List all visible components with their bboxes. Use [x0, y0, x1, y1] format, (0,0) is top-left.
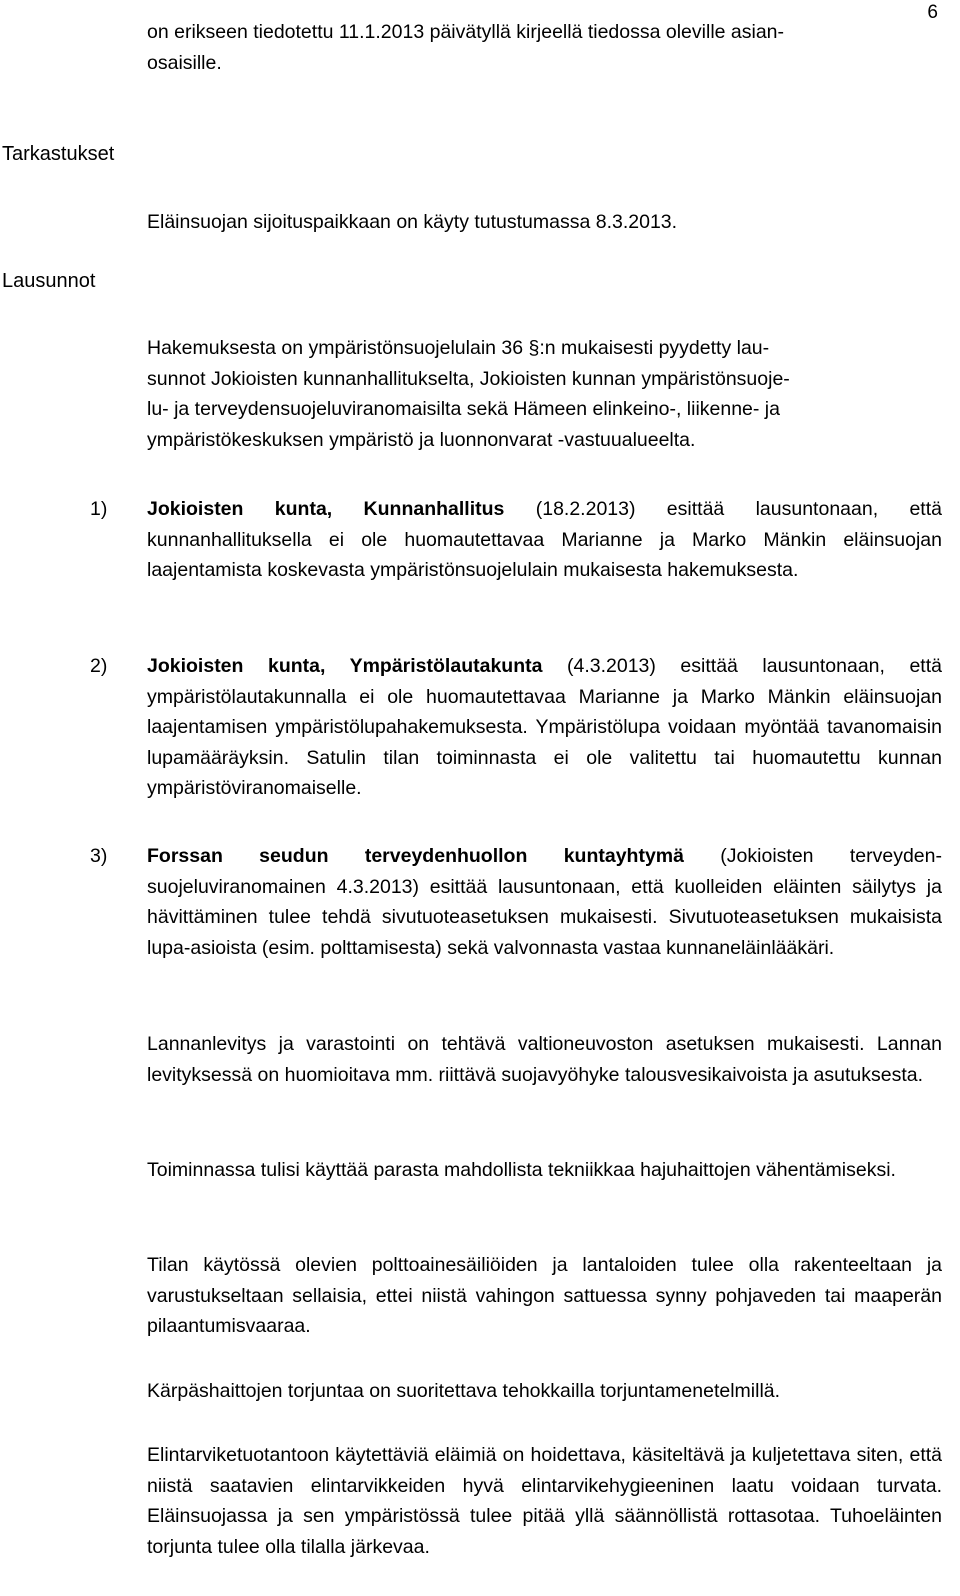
intro-line-1: on erikseen tiedotettu 11.1.2013 päivätyllä kirjeellä tiedossa oleville asian- [147, 21, 785, 43]
statement-body [147, 841, 942, 963]
page-number: 6 [927, 2, 938, 23]
statement-body [147, 494, 942, 586]
lausunnot-intro-line: sunnot Jokioisten kunnanhallitukselta, Jokioisten kunnan ympäristönsuoje- [147, 367, 790, 390]
statement-text: (4.3.2013) esittää lausuntonaan, että ympäristölautakunnalla ei ole huomautettavaa Marianne ja Marko Mänkin eläinsuojan laajentamisen ympäristölupahakemuksesta. Ympäristölupa voidaan myöntää tavanomaisin lupamääräyksin. Satulin tilan toiminnasta ei ole valitettu tai huomautettu kunnan ympäristöviranomaiselle. [147, 655, 942, 800]
statement-title: Forssan seudun terveydenhuollon kuntayhtymä [147, 845, 684, 867]
paragraph-polttoainesailiot: Tilan käytössä olevien polttoainesäiliöiden ja lantaloiden tulee olla rakenteeltaan ja varustukseltaan sellaisia, ettei niistä vahingon sattuessa synny pohjaveden tai maaperän pilaantumisvaaraa. [147, 1254, 942, 1338]
statement-number: 1) [90, 498, 108, 520]
statement-body [147, 651, 942, 804]
statement-text: (18.2.2013) esittää lausuntonaan, että kunnanhallituksella ei ole huomautettavaa Marianne ja Marko Mänkin eläinsuojan laajentamista koskevasta ympäristönsuojelulain mukaisesta hakemuksesta. [147, 498, 942, 582]
side-label-lausunnot: Lausunnot [2, 270, 96, 292]
paragraph-hajuhaitat: Toiminnassa tulisi käyttää parasta mahdollista tekniikkaa hajuhaittojen vähentämiseksi. [147, 1159, 896, 1181]
lausunnot-intro-line: lu- ja terveydensuojeluviranomaisilta sekä Hämeen elinkeino-, liikenne- ja [147, 398, 780, 421]
paragraph-lannanlevitys: Lannanlevitys ja varastointi on tehtävä valtioneuvoston asetuksen mukaisesti. Lannan levityksessä on huomioitava mm. riittävä suojavyöhyke talousvesikaivoista ja asutuksesta. [147, 1033, 942, 1086]
lausunnot-intro-line: Hakemuksesta on ympäristönsuojelulain 36 §:n mukaisesti pyydetty lau- [147, 337, 770, 359]
paragraph-karpashaitat: Kärpäshaittojen torjuntaa on suoritettava tehokkailla torjuntamenetelmillä. [147, 1380, 781, 1402]
intro-block [147, 17, 942, 78]
statement-number: 2) [90, 655, 108, 677]
paragraph-elintarviketuotanto: Elintarviketuotantoon käytettäviä eläimiä on hoidettava, käsiteltävä ja kuljetettava siten, että niistä saatavien elintarvikkeiden hyvä elintarvikehygieeninen laatu voidaan turvata. Eläinsuojassa ja sen ympäristössä tulee pitää yllä säännöllistä rottasotaa. Tuhoeläinten torjunta tulee olla tilalla järkevaa. [147, 1444, 942, 1558]
statement-title: Jokioisten kunta, Kunnanhallitus [147, 498, 505, 520]
lausunnot-intro-line: ympäristökeskuksen ympäristö ja luonnonvarat -vastuualueelta. [147, 428, 696, 451]
statement-number: 3) [90, 845, 108, 867]
lausunnot-intro [147, 333, 942, 455]
statement-text: (Jokioisten terveydensuojeluviranomainen 4.3.2013) esittää lausuntonaan, että kuolleiden eläinten säilytys ja hävittäminen tulee tehdä sivutuoteasetuksen mukaisesti. Sivutuoteasetuksen mukaisista lupa-asioista (esim. polttamisesta) sekä valvonnasta vastaa kunnaneläinlääkäri. [147, 845, 942, 959]
tarkastukset-text: Eläinsuojan sijoituspaikkaan on käyty tutustumassa 8.3.2013. [147, 211, 678, 233]
intro-line-2: osaisille. [147, 51, 222, 74]
side-label-tarkastukset: Tarkastukset [2, 143, 115, 165]
statement-title: Jokioisten kunta, Ympäristölautakunta [147, 655, 543, 677]
